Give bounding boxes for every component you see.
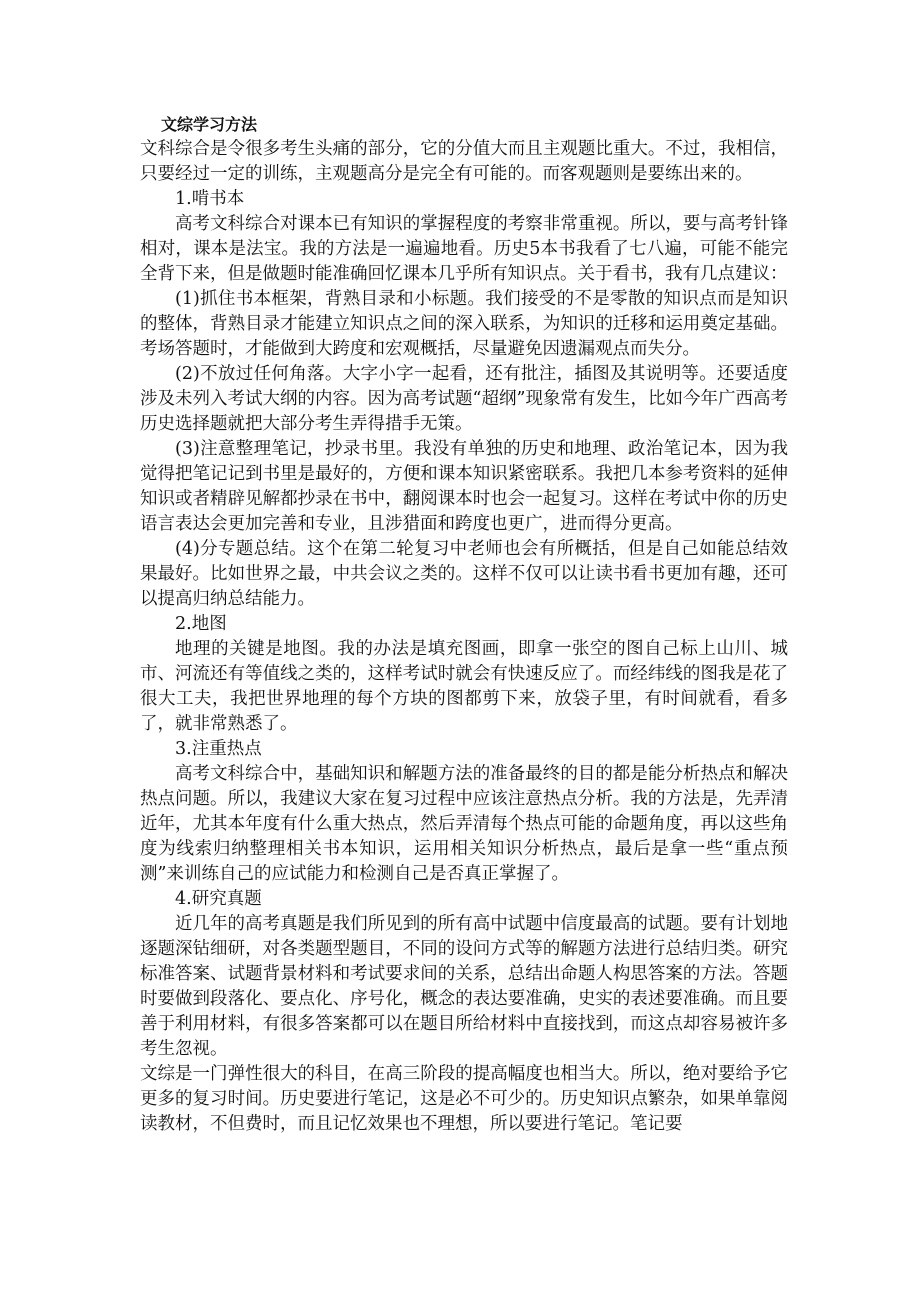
- closing-paragraph: 文综是一门弹性很大的科目，在高三阶段的提高幅度也相当大。所以，绝对要给予它更多的复习时间。历史要进行笔记，这是必不可少的。历史知识点繁杂，如果单靠阅读教材，不但费时，而且记忆效果也不理想，所以要进行笔记。笔记要: [140, 1064, 788, 1134]
- section-heading-maps: 2.地图: [175, 614, 227, 634]
- paragraph: 高考文科综合中，基础知识和解题方法的准备最终的目的都是能分析热点和解决热点问题。所以，我建议大家在复习过程中应该注意热点分析。我的方法是，先弄清近年，尤其本年度有什么重大热点，然后弄清每个热点可能的命题角度，再以这些角度为线索归纳整理相关书本知识，运用相关知识分析热点，最后是拿一些“重点预测”来训练自己的应试能力和检测自己是否真正掌握了。: [140, 764, 788, 884]
- section-heading-past-exams: 4.研究真题: [175, 889, 262, 909]
- document-body: [140, 112, 788, 1137]
- document-title: 文综学习方法: [161, 115, 258, 134]
- intro-paragraph: 文科综合是令很多考生头痛的部分，它的分值大而且主观题比重大。不过，我相信，只要经过一定的训练，主观题高分是完全有可能的。而客观题则是要练出来的。: [140, 139, 788, 184]
- paragraph: 地理的关键是地图。我的办法是填充图画，即拿一张空的图自己标上山川、城市、河流还有等值线之类的，这样考试时就会有快速反应了。而经纬线的图我是花了很大工夫，我把世界地理的每个方块的图都剪下来，放袋子里，有时间就看，看多了，就非常熟悉了。: [140, 639, 788, 734]
- section-heading-hot-topics: 3.注重热点: [175, 739, 262, 759]
- paragraph: (2)不放过任何角落。大字小字一起看，还有批注，插图及其说明等。还要适度涉及未列入考试大纲的内容。因为高考试题“超纲”现象常有发生，比如今年广西高考历史选择题就把大部分考生弄得措手无策。: [140, 364, 788, 434]
- paragraph: (1)抓住书本框架，背熟目录和小标题。我们接受的不是零散的知识点而是知识的整体，背熟目录才能建立知识点之间的深入联系，为知识的迁移和运用奠定基础。考场答题时，才能做到大跨度和宏观概括，尽量避免因遗漏观点而失分。: [140, 289, 788, 359]
- paragraph: (4)分专题总结。这个在第二轮复习中老师也会有所概括，但是自己如能总结效果最好。比如世界之最，中共会议之类的。这样不仅可以让读书看书更加有趣，还可以提高归纳总结能力。: [140, 539, 788, 609]
- section-heading-textbook: 1.啃书本: [175, 189, 245, 209]
- paragraph: 近几年的高考真题是我们所见到的所有高中试题中信度最高的试题。要有计划地逐题深钻细研，对各类题型题目，不同的设问方式等的解题方法进行总结归类。研究标准答案、试题背景材料和考试要求间的关系，总结出命题人构思答案的方法。答题时要做到段落化、要点化、序号化，概念的表达要准确，史实的表述要准确。而且要善于利用材料，有很多答案都可以在题目所给材料中直接找到，而这点却容易被许多考生忽视。: [140, 914, 788, 1059]
- paragraph: 高考文科综合对课本已有知识的掌握程度的考察非常重视。所以，要与高考针锋相对，课本是法宝。我的方法是一遍遍地看。历史5本书我看了七八遍，可能不能完全背下来，但是做题时能准确回忆课本几乎所有知识点。关于看书，我有几点建议：: [140, 214, 788, 284]
- paragraph: (3)注意整理笔记，抄录书里。我没有单独的历史和地理、政治笔记本，因为我觉得把笔记记到书里是最好的，方便和课本知识紧密联系。我把几本参考资料的延伸知识或者精辟见解都抄录在书中，翻阅课本时也会一起复习。这样在考试中你的历史语言表达会更加完善和专业，且涉猎面和跨度也更广，进而得分更高。: [140, 439, 788, 534]
